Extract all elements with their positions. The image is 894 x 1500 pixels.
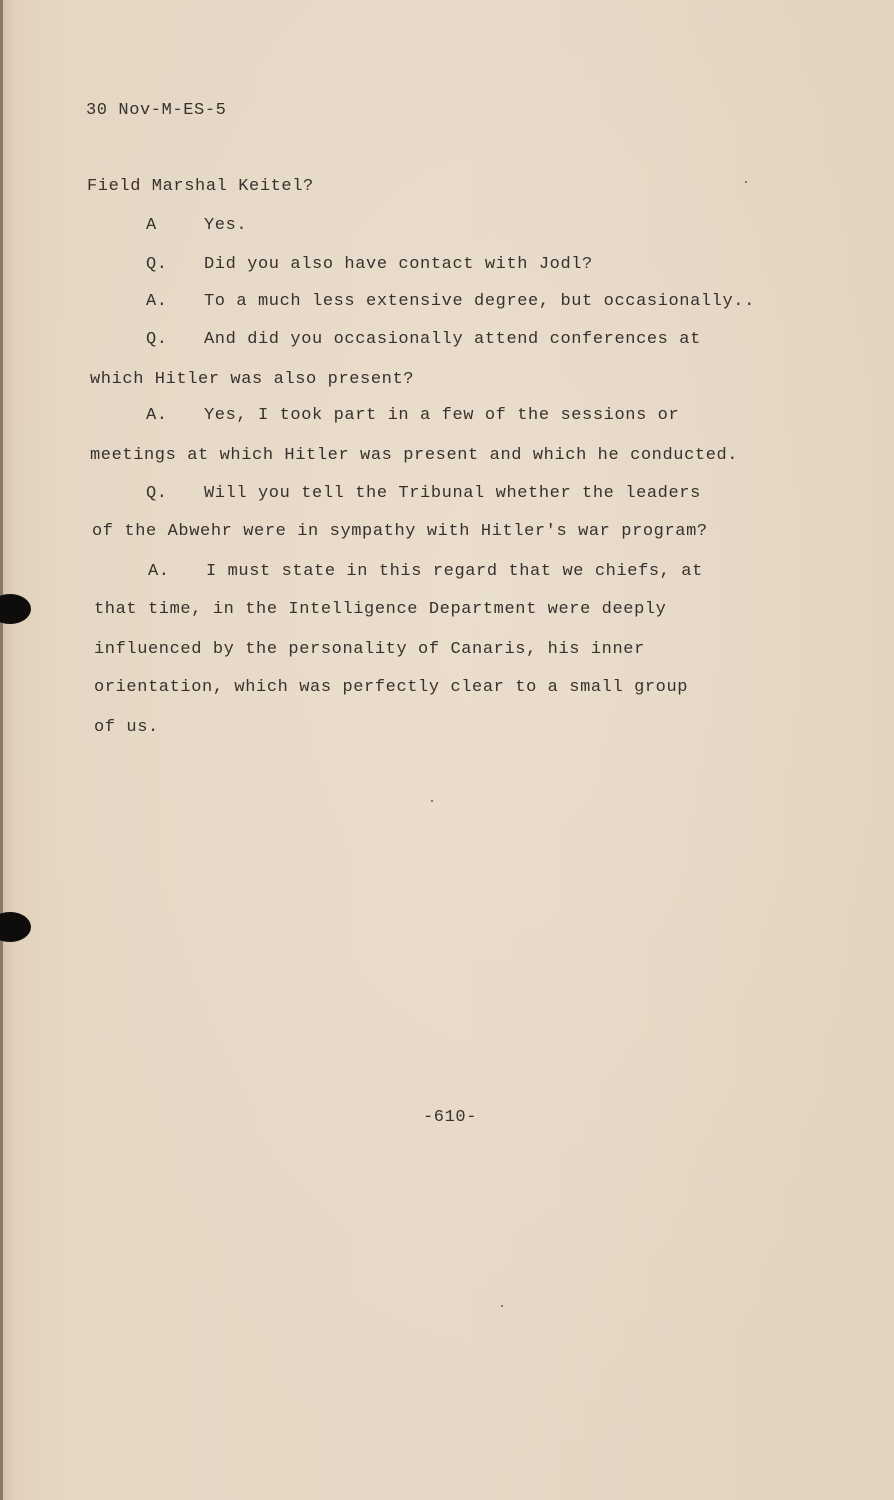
line-text: influenced by the personality of Canaris, his inner (94, 640, 645, 659)
line-text: To a much less extensive degree, but occasionally.. (204, 292, 755, 311)
line-text: orientation, which was perfectly clear to a small group (94, 678, 689, 697)
document-reference: 30 Nov-M-ES-5 (86, 101, 227, 120)
transcript-line-12 (94, 600, 667, 619)
line-text: And did you occasionally attend conferences at (204, 330, 701, 349)
transcript-line-5 (146, 330, 701, 349)
transcript-line-8 (90, 446, 738, 465)
punch-hole-top (0, 594, 31, 624)
speaker-marker-answer: A. (148, 562, 170, 581)
transcript-line-4 (146, 292, 755, 311)
transcript-line-6 (90, 370, 414, 389)
transcript-line-14 (94, 678, 688, 697)
speaker-marker-answer: A. (146, 292, 168, 311)
transcript-line-13 (94, 640, 645, 659)
speaker-marker-answer: A (146, 216, 157, 235)
transcript-line-15 (94, 718, 159, 737)
punch-hole-bottom (0, 912, 31, 942)
line-text: that time, in the Intelligence Department were deeply (94, 600, 667, 619)
transcript-line-3 (146, 255, 593, 274)
speaker-marker-question: Q. (146, 484, 168, 503)
speaker-marker-question: Q. (146, 330, 168, 349)
line-text: of us. (94, 718, 159, 737)
speaker-marker-question: Q. (146, 255, 168, 274)
line-text: of the Abwehr were in sympathy with Hitler's war program? (92, 522, 708, 541)
page-number: -610- (422, 1108, 477, 1127)
transcript-line-11 (148, 562, 703, 581)
transcript-line-9 (146, 484, 701, 503)
transcript-line-1 (87, 177, 314, 196)
line-text: Yes. (204, 216, 248, 235)
paper-speck (431, 800, 433, 802)
line-text: which Hitler was also present? (90, 370, 415, 389)
line-text: meetings at which Hitler was present and which he conducted. (90, 446, 739, 465)
line-text: Did you also have contact with Jodl? (204, 255, 593, 274)
transcript-line-2 (146, 216, 247, 235)
transcript-line-10 (92, 522, 708, 541)
paper-speck (501, 1305, 503, 1307)
transcript-line-7 (146, 406, 679, 425)
line-text: I must state in this regard that we chiefs, at (206, 562, 703, 581)
line-text: Will you tell the Tribunal whether the leaders (204, 484, 701, 503)
line-text: Field Marshal Keitel? (87, 177, 314, 196)
paper-speck (745, 181, 747, 183)
line-text: Yes, I took part in a few of the sessions or (204, 406, 680, 425)
speaker-marker-answer: A. (146, 406, 168, 425)
